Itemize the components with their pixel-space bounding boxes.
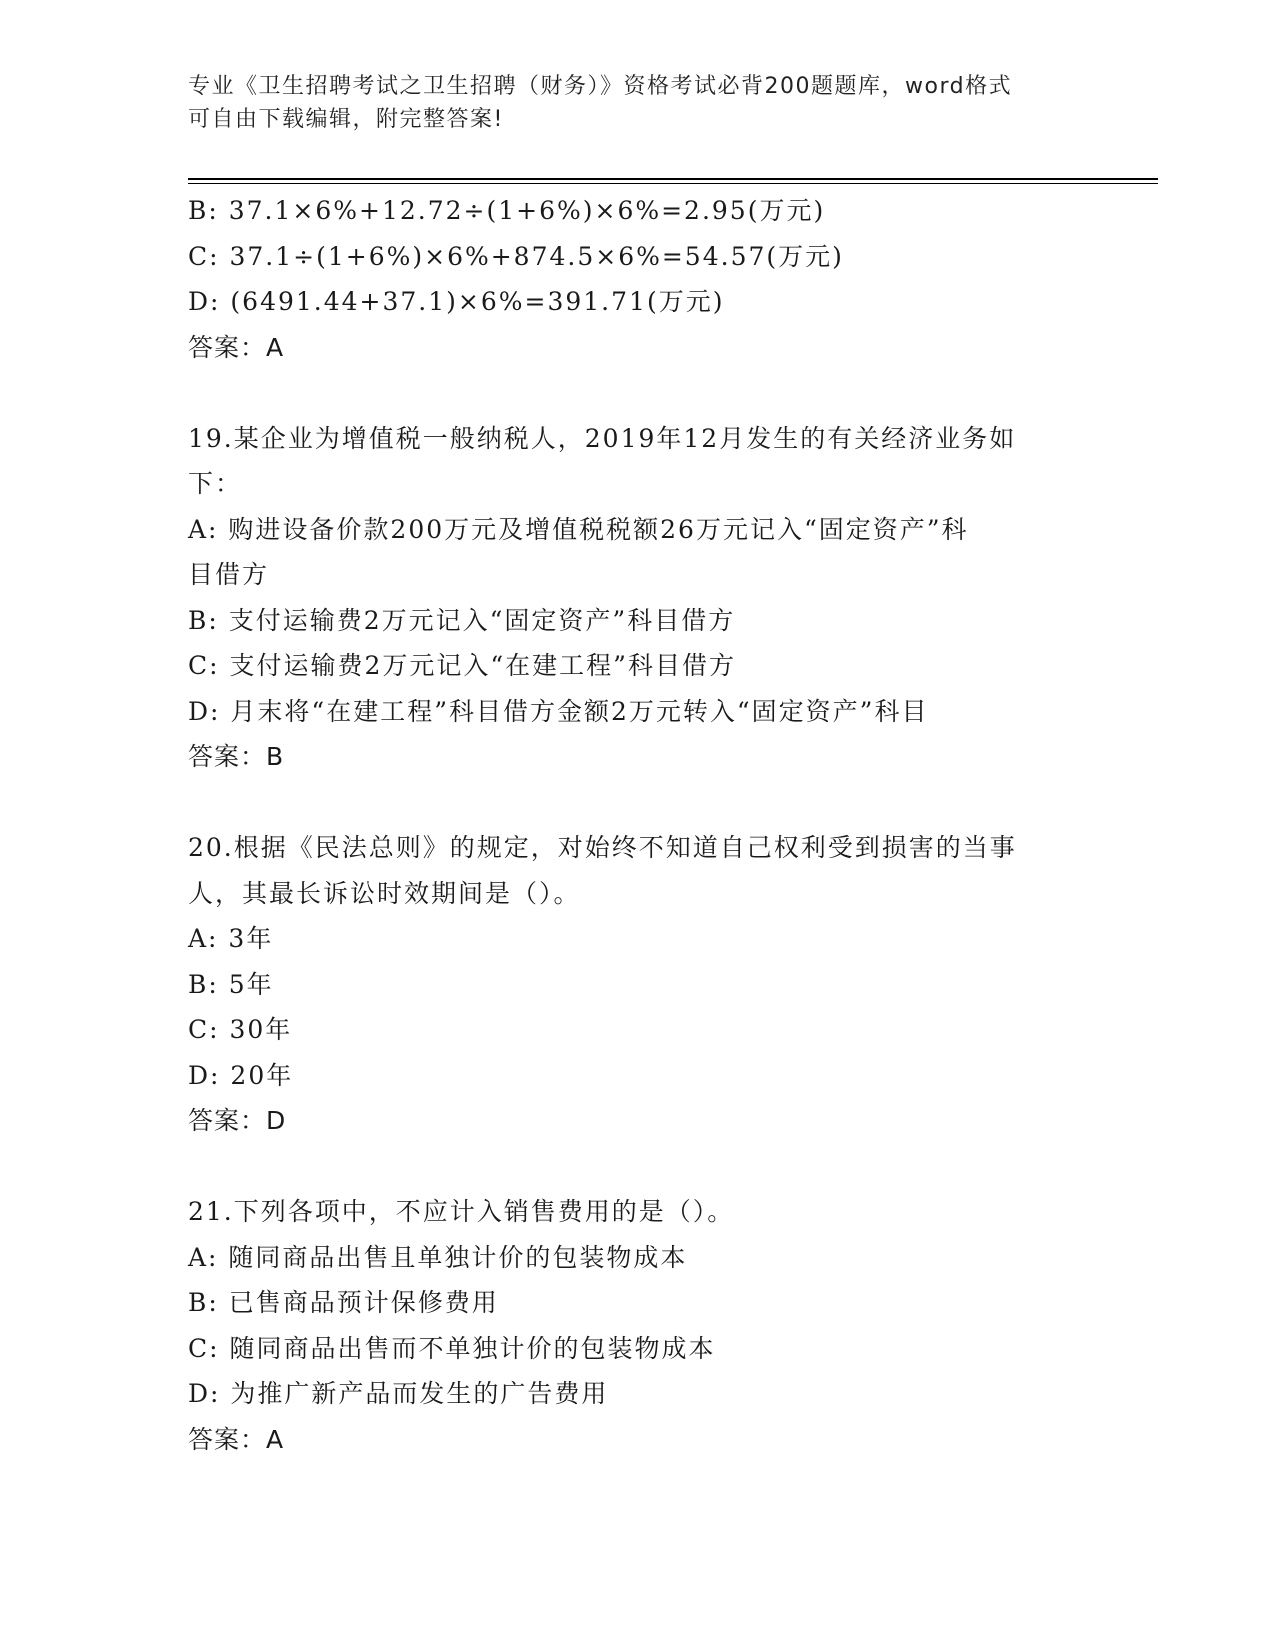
spacer: [188, 1144, 1088, 1190]
option-b: B: 37.1×6%+12.72÷(1+6%)×6%=2.95(万元): [188, 196, 826, 225]
option-a: A: 购进设备价款200万元及增值税税额26万元记入“固定资产”科: [188, 514, 969, 544]
header-divider-thin: [188, 183, 1158, 184]
option-d: D: 20年: [188, 1060, 294, 1090]
option-b: B: 支付运输费2万元记入“固定资产”科目借方: [188, 605, 736, 635]
answer: 答案：A: [188, 1424, 285, 1454]
answer: 答案：A: [188, 332, 285, 362]
spacer: [188, 370, 1088, 416]
header-line-2: 可自由下载编辑，附完整答案!: [188, 107, 504, 132]
answer: 答案：D: [188, 1106, 287, 1135]
option-d: D: 为推广新产品而发生的广告费用: [188, 1379, 609, 1408]
option-c: C: 30年: [188, 1015, 293, 1044]
option-a: A: 随同商品出售且单独计价的包装物成本: [188, 1242, 688, 1272]
question-20: [188, 825, 1088, 1144]
option-b: B: 已售商品预计保修费用: [188, 1288, 499, 1317]
option-c: C: 支付运输费2万元记入“在建工程”科目借方: [188, 651, 736, 680]
option-d: D: 月末将“在建工程”科目借方金额2万元转入“固定资产”科目: [188, 696, 929, 726]
question-stem: 20.根据《民法总则》的规定，对始终不知道自己权利受到损害的当事: [188, 833, 1017, 862]
question-21: [188, 1189, 1088, 1462]
option-a-continued: 目借方: [188, 560, 270, 589]
option-c: C: 随同商品出售而不单独计价的包装物成本: [188, 1333, 716, 1363]
question-stem-continued: 下：: [188, 469, 243, 498]
document-header: [188, 70, 1088, 136]
spacer: [188, 780, 1088, 826]
question-stem: 21.下列各项中，不应计入销售费用的是（）。: [188, 1197, 735, 1226]
question-19: [188, 416, 1088, 780]
option-d: D: (6491.44+37.1)×6%=391.71(万元): [188, 287, 725, 316]
option-c: C: 37.1÷(1+6%)×6%+874.5×6%=54.57(万元): [188, 241, 844, 271]
question-stem: 19.某企业为增值税一般纳税人，2019年12月发生的有关经济业务如: [188, 423, 1017, 453]
header-line-1: 专业《卫生招聘考试之卫生招聘（财务）》资格考试必背200题题库，word格式: [188, 74, 1013, 99]
option-b: B: 5年: [188, 969, 274, 999]
question-stem-continued: 人，其最长诉讼时效期间是（）。: [188, 878, 581, 908]
question-list: [188, 188, 1088, 1462]
answer: 答案：B: [188, 742, 285, 771]
question-18: [188, 188, 1088, 370]
option-a: A: 3年: [188, 924, 274, 953]
header-divider: [188, 178, 1158, 180]
